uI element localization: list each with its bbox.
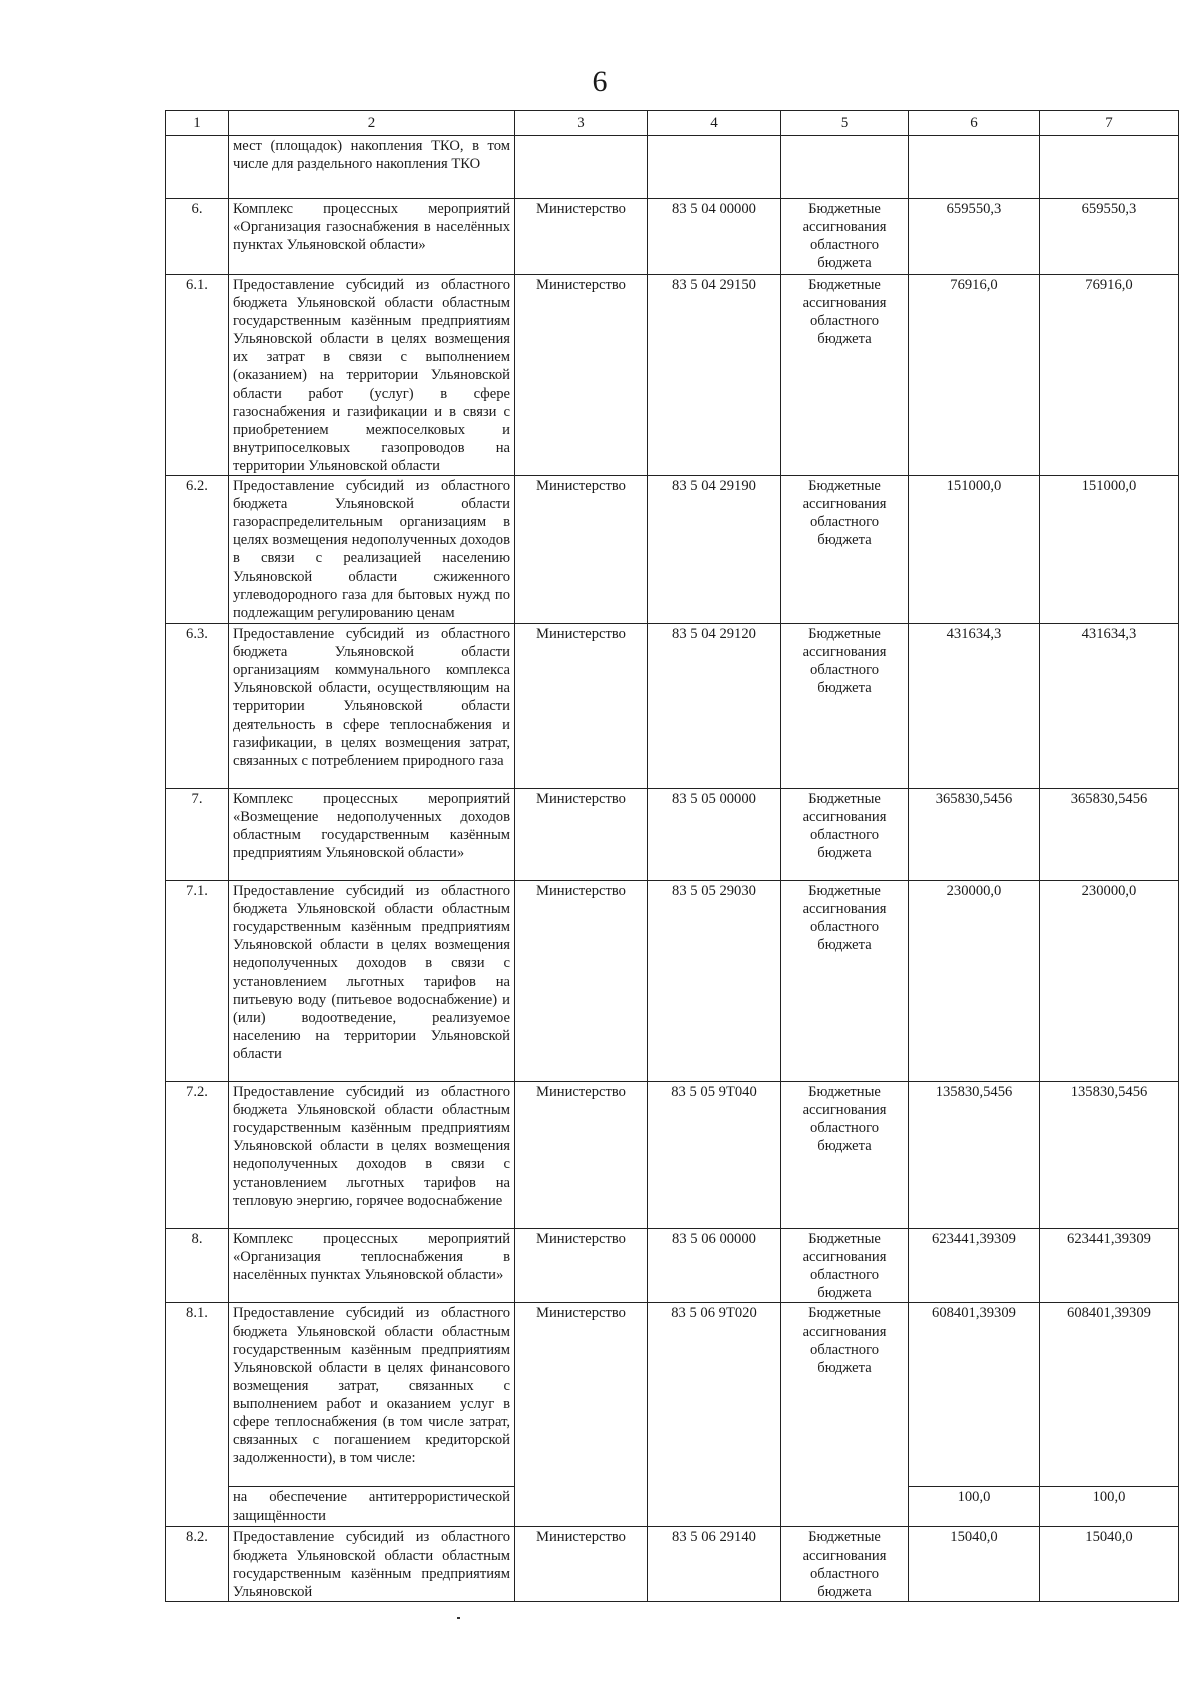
row-amount-col7: 365830,5456 <box>1040 789 1179 881</box>
row-description: Комплекс процессных мероприятий «Организация газоснабжения в населённых пунктах Ульяновской области» <box>229 199 515 275</box>
row-amount-col7: 15040,0 <box>1040 1527 1179 1602</box>
row-number: 6. <box>166 199 229 275</box>
scan-speck <box>457 1617 460 1619</box>
header-col-2: 2 <box>229 111 515 136</box>
row-amount-col7: 608401,39309 <box>1040 1303 1179 1487</box>
row-organization: Министерство <box>515 881 648 1082</box>
table-row <box>166 881 1179 1082</box>
header-col-5: 5 <box>781 111 909 136</box>
row-budget-code: 83 5 04 29120 <box>648 624 781 789</box>
table-row <box>166 275 1179 476</box>
page-number: 6 <box>592 65 608 98</box>
row-budget-code: 83 5 05 29030 <box>648 881 781 1082</box>
table-row <box>166 1229 1179 1303</box>
row-funding-source: Бюджетные ассигнования областного бюджета <box>781 789 909 881</box>
row-budget-code: 83 5 05 9Т040 <box>648 1082 781 1229</box>
row-funding-source: Бюджетные ассигнования областного бюджета <box>781 1527 909 1602</box>
row-funding-source: Бюджетные ассигнования областного бюджета <box>781 1082 909 1229</box>
row-number <box>166 136 229 199</box>
row-organization: Министерство <box>515 1527 648 1602</box>
row-description: Предоставление субсидий из областного бюджета Ульяновской области областным государственным казённым предприятиям Ульяновской области в целях возмещения недополученных доходов в связи с установлением льготных тарифов на питьевую воду (питьевое водоснабжение) и (или) водоотведение, реализуемое населению на территории Ульяновской области <box>229 881 515 1082</box>
row-budget-code: 83 5 06 9Т020 <box>648 1303 781 1527</box>
row-organization: Министерство <box>515 1303 648 1527</box>
row-amount-col6: 230000,0 <box>909 881 1040 1082</box>
row-description: Предоставление субсидий из областного бюджета Ульяновской области газораспределительным организациям в целях возмещения недополученных доходов в связи с реализацией населению Ульяновской области сжиженного углеводородного газа для бытовых нужд по подлежащим регулированию ценам <box>229 476 515 624</box>
row-amount-col7: 659550,3 <box>1040 199 1179 275</box>
row-organization: Министерство <box>515 476 648 624</box>
row-amount-col7: 431634,3 <box>1040 624 1179 789</box>
row-funding-source <box>781 136 909 199</box>
row-funding-source: Бюджетные ассигнования областного бюджета <box>781 624 909 789</box>
row-amount-col6: 608401,39309 <box>909 1303 1040 1487</box>
row-number: 6.1. <box>166 275 229 476</box>
row-description: Предоставление субсидий из областного бюджета Ульяновской области областным государственным казённым предприятиям Ульяновской области в целях финансового возмещения затрат, связанных с выполнением работ и оказанием услуг в сфере теплоснабжения (в том числе затрат, связанных с погашением кредиторской задолженности), в том числе: <box>229 1303 515 1487</box>
row-budget-code: 83 5 05 00000 <box>648 789 781 881</box>
row-description: мест (площадок) накопления ТКО, в том числе для раздельного накопления ТКО <box>229 136 515 199</box>
budget-table <box>165 110 1179 1602</box>
row-amount-col6: 15040,0 <box>909 1527 1040 1602</box>
table-row <box>166 624 1179 789</box>
row-amount-col7: 623441,39309 <box>1040 1229 1179 1303</box>
row-description: Предоставление субсидий из областного бюджета Ульяновской области организациям коммунального комплекса Ульяновской области, осуществляющим на территории Ульяновской области деятельность в сфере теплоснабжения и газификации, в целях возмещения затрат, связанных с потреблением природного газа <box>229 624 515 789</box>
subrow-amount-col6: 100,0 <box>909 1487 1040 1527</box>
row-funding-source: Бюджетные ассигнования областного бюджета <box>781 199 909 275</box>
row-organization: Министерство <box>515 624 648 789</box>
row-funding-source: Бюджетные ассигнования областного бюджета <box>781 881 909 1082</box>
table-row <box>166 1527 1179 1602</box>
row-description: Предоставление субсидий из областного бюджета Ульяновской области областным государственным казённым предприятиям Ульяновской области в целях возмещения недополученных доходов в связи с установлением льготных тарифов на тепловую энергию, горячее водоснабжение <box>229 1082 515 1229</box>
row-number: 7.1. <box>166 881 229 1082</box>
row-amount-col7: 76916,0 <box>1040 275 1179 476</box>
row-organization: Министерство <box>515 275 648 476</box>
table-row <box>166 1303 1179 1487</box>
header-col-6: 6 <box>909 111 1040 136</box>
header-col-1: 1 <box>166 111 229 136</box>
row-number: 6.2. <box>166 476 229 624</box>
row-organization: Министерство <box>515 1229 648 1303</box>
row-budget-code <box>648 136 781 199</box>
row-budget-code: 83 5 04 29190 <box>648 476 781 624</box>
row-number: 8.1. <box>166 1303 229 1527</box>
header-col-4: 4 <box>648 111 781 136</box>
row-description: Комплекс процессных мероприятий «Возмещение недополученных доходов областным государственным казённым предприятиям Ульяновской области» <box>229 789 515 881</box>
row-amount-col6: 431634,3 <box>909 624 1040 789</box>
header-row <box>166 111 1179 136</box>
row-amount-col6: 151000,0 <box>909 476 1040 624</box>
subrow-amount-col7: 100,0 <box>1040 1487 1179 1527</box>
row-organization: Министерство <box>515 789 648 881</box>
row-number: 8. <box>166 1229 229 1303</box>
row-funding-source: Бюджетные ассигнования областного бюджета <box>781 275 909 476</box>
header-col-3: 3 <box>515 111 648 136</box>
row-budget-code: 83 5 06 29140 <box>648 1527 781 1602</box>
row-amount-col6: 365830,5456 <box>909 789 1040 881</box>
row-number: 8.2. <box>166 1527 229 1602</box>
row-amount-col7: 151000,0 <box>1040 476 1179 624</box>
row-budget-code: 83 5 04 29150 <box>648 275 781 476</box>
row-amount-col6: 76916,0 <box>909 275 1040 476</box>
row-funding-source: Бюджетные ассигнования областного бюджета <box>781 1303 909 1527</box>
row-amount-col6: 659550,3 <box>909 199 1040 275</box>
row-number: 6.3. <box>166 624 229 789</box>
header-col-7: 7 <box>1040 111 1179 136</box>
row-budget-code: 83 5 06 00000 <box>648 1229 781 1303</box>
row-budget-code: 83 5 04 00000 <box>648 199 781 275</box>
table-row <box>166 789 1179 881</box>
row-funding-source: Бюджетные ассигнования областного бюджета <box>781 476 909 624</box>
row-organization: Министерство <box>515 199 648 275</box>
row-number: 7. <box>166 789 229 881</box>
row-description: Комплекс процессных мероприятий «Организация теплоснабжения в населённых пунктах Ульяновской области» <box>229 1229 515 1303</box>
row-description: Предоставление субсидий из областного бюджета Ульяновской области областным государственным казённым предприятиям Ульяновской <box>229 1527 515 1602</box>
table-row <box>166 1082 1179 1229</box>
subrow-description: на обеспечение антитеррористической защищённости <box>229 1487 515 1527</box>
row-amount-col7: 230000,0 <box>1040 881 1179 1082</box>
row-amount-col6 <box>909 136 1040 199</box>
row-funding-source: Бюджетные ассигнования областного бюджета <box>781 1229 909 1303</box>
row-amount-col7 <box>1040 136 1179 199</box>
row-amount-col6: 623441,39309 <box>909 1229 1040 1303</box>
row-amount-col7: 135830,5456 <box>1040 1082 1179 1229</box>
table-row <box>166 476 1179 624</box>
row-amount-col6: 135830,5456 <box>909 1082 1040 1229</box>
table-row <box>166 199 1179 275</box>
row-number: 7.2. <box>166 1082 229 1229</box>
table-row <box>166 136 1179 199</box>
row-organization: Министерство <box>515 1082 648 1229</box>
row-organization <box>515 136 648 199</box>
row-description: Предоставление субсидий из областного бюджета Ульяновской области областным государственным казённым предприятиям Ульяновской области в целях возмещения их затрат в связи с выполнением (оказанием) на территории Ульяновской области работ (услуг) в сфере газоснабжения и газификации и в связи с приобретением межпоселковых и внутрипоселковых газопроводов на территории Ульяновской области <box>229 275 515 476</box>
